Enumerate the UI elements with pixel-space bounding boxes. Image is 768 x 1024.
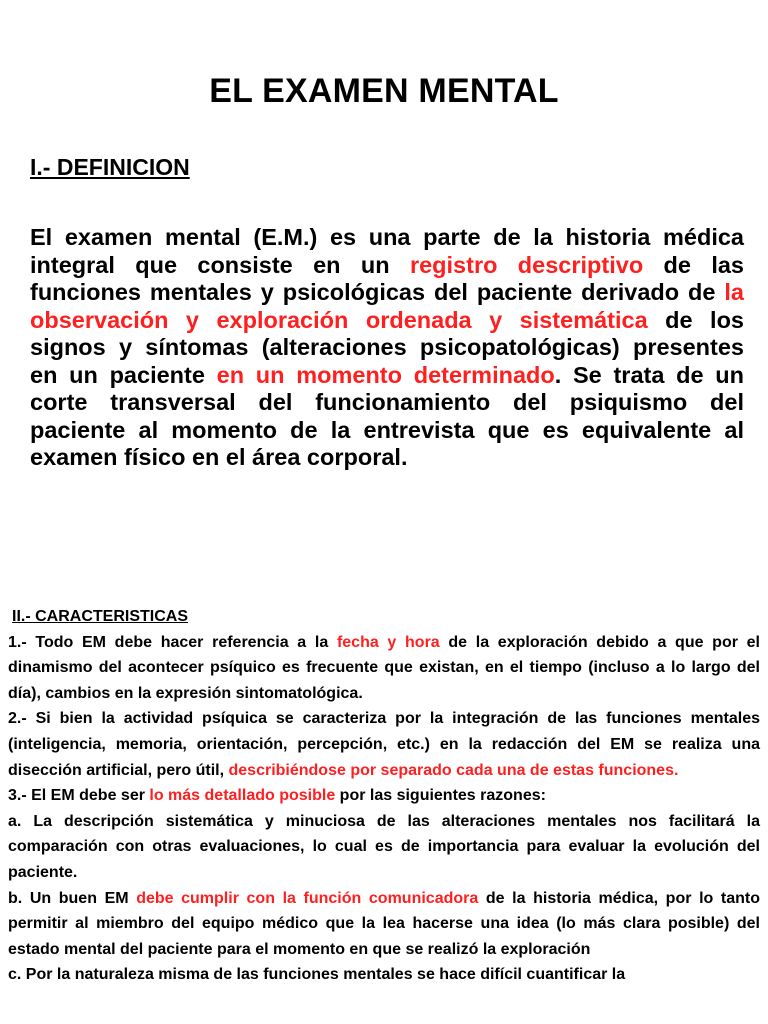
characteristics-section: [8, 604, 760, 988]
item-text: 1.- Todo EM debe hacer referencia a la: [8, 633, 337, 651]
item-text: c. Por la naturaleza misma de las funciones mentales se hace difícil cuantificar la: [8, 966, 626, 984]
characteristic-subitem-b: [8, 886, 760, 963]
item-text: de la exploración debido a que por el dinamismo del acontecer psíquico es frecuente que existan, en el tiempo (incluso a lo largo del día), cambios en la expresión sintomatológica.: [8, 633, 760, 702]
item-text: a. La descripción sistemática y minuciosa de las alteraciones mentales nos facilitará la comparación con otras evaluaciones, lo cual es de importancia para evaluar la evolución del paciente.: [8, 812, 760, 881]
highlight-funcion-comunicadora: debe cumplir con la función comunicadora: [136, 889, 479, 907]
item-text: de la historia médica, por lo tanto permitir al miembro del equipo médico que la lea hacerse una idea (lo más clara posible) del estado mental del paciente para el momento en que se realizó la exploración: [8, 889, 760, 958]
definition-text: de los signos y síntomas (alteraciones psicopatológicas) presentes en un paciente: [30, 306, 745, 388]
item-text: b. Un buen EM: [8, 889, 137, 907]
highlight-detallado: lo más detallado posible: [149, 787, 336, 805]
highlight-registro-descriptivo: registro descriptivo: [409, 251, 644, 278]
highlight-describiendose: describiéndose por separado cada una de estas funciones.: [228, 761, 679, 779]
definition-text: . Se trata de un corte transversal del funcionamiento del psiquismo del paciente al momento de la entrevista que es equivalente al examen físico en el área corporal.: [30, 361, 744, 470]
item-text: 2.- Si bien la actividad psíquica se caracteriza por la integración de las funciones mentales (inteligencia, memoria, orientación, percepción, etc.) en la redacción del EM se realiza una disección artificial, pero útil,: [8, 710, 760, 779]
item-text: 3.- El EM debe ser: [8, 787, 150, 805]
highlight-observacion: la observación y exploración ordenada y sistemática: [30, 279, 744, 333]
characteristic-item-1: [8, 630, 760, 707]
definition-paragraph: [30, 224, 744, 472]
definition-text: El examen mental (E.M.) es una parte de la historia médica integral que consiste en un: [30, 224, 744, 278]
highlight-momento-determinado: en un momento determinado: [216, 361, 555, 388]
page-title: EL EXAMEN MENTAL: [209, 72, 559, 110]
item-text: por las siguientes razones:: [335, 787, 546, 805]
highlight-fecha-hora: fecha y hora: [336, 633, 440, 651]
section-heading-definicion: I.- DEFINICION: [30, 154, 190, 180]
characteristic-subitem-c: [8, 962, 760, 988]
characteristic-item-2: [8, 706, 760, 783]
definition-text: de las funciones mentales y psicológicas del paciente derivado de: [30, 251, 745, 305]
characteristic-subitem-a: [8, 809, 760, 886]
section-heading-caracteristicas: II.- CARACTERISTICAS: [12, 608, 188, 625]
characteristic-item-3: [8, 783, 760, 809]
